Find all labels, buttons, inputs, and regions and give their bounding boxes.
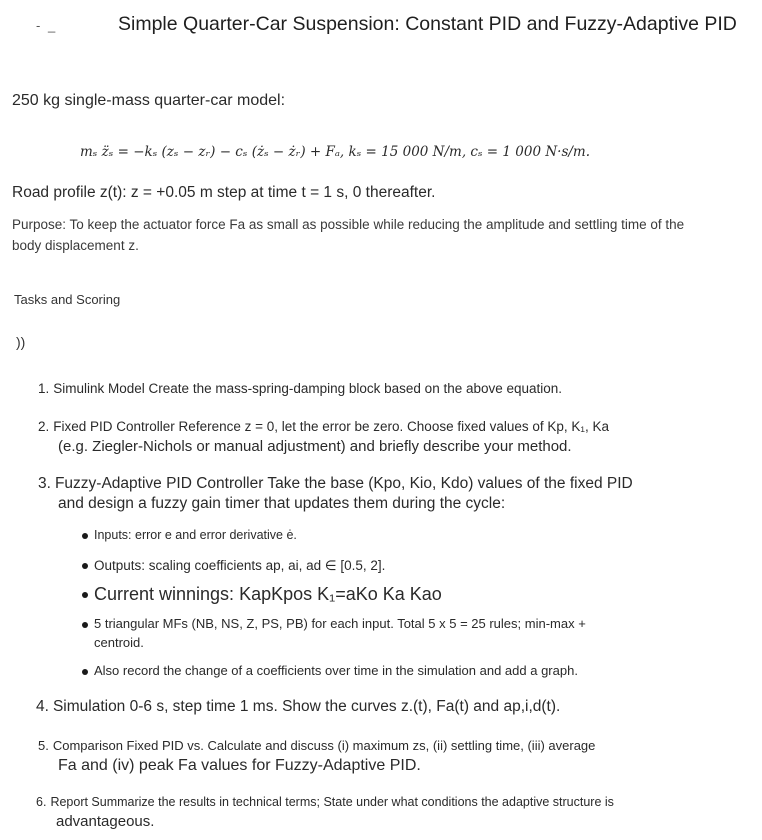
task-text: Report Summarize the results in technical terms; State under what conditions the adaptive structure is bbox=[50, 795, 614, 809]
tasks-heading: Tasks and Scoring bbox=[14, 292, 121, 307]
task-text-continued: and design a fuzzy gain timer that updates them during the cycle: bbox=[58, 495, 506, 512]
bullet-dot-icon bbox=[82, 669, 88, 675]
bullet-dot-icon bbox=[82, 533, 88, 539]
bullet-text: Also record the change of a coefficients over time in the simulation and add a graph. bbox=[94, 663, 578, 678]
bullet-item bbox=[82, 558, 742, 574]
task-text: Simulation 0-6 s, step time 1 ms. Show the curves z.(t), Fa(t) and ap,i,d(t). bbox=[52, 698, 561, 715]
task-number: 2. bbox=[38, 419, 50, 434]
task-text-continued: (e.g. Ziegler-Nichols or manual adjustment) and briefly describe your method. bbox=[58, 438, 572, 455]
bullet-item bbox=[82, 614, 742, 652]
paren-mark: )) bbox=[16, 334, 26, 350]
task-number: 3. bbox=[38, 475, 51, 492]
task-1 bbox=[38, 381, 748, 396]
bullet-text: Inputs: error e and error derivative ė. bbox=[94, 528, 297, 542]
bullet-dot-icon bbox=[82, 622, 88, 628]
title-dash: - _ bbox=[36, 18, 58, 33]
task-4 bbox=[36, 698, 746, 716]
purpose-text: Purpose: To keep the actuator force Fa as small as possible while reducing the amplitude and settling time of the body displacement z. bbox=[12, 217, 685, 253]
model-equation: mₛ z̈ₛ = −kₛ (zₛ − zᵣ) − cₛ (żₛ − żᵣ) + Fₐ, kₛ = 15 000 N/m, cₛ = 1 000 N·s/m. bbox=[80, 144, 591, 160]
road-profile: Road profile z(t): z = +0.05 m step at time t = 1 s, 0 thereafter. bbox=[12, 184, 436, 201]
bullet-dot-icon bbox=[82, 563, 88, 569]
task-5 bbox=[38, 736, 748, 776]
bullet-text: 5 triangular MFs (NB, NS, Z, PS, PB) for each input. Total 5 x 5 = 25 rules; min-max + bbox=[94, 616, 586, 631]
task-number: 1. bbox=[38, 381, 50, 396]
title-text: Simple Quarter-Car Suspension: Constant PID and Fuzzy-Adaptive PID bbox=[118, 13, 737, 35]
task-text: Fuzzy-Adaptive PID Controller Take the base (Kpo, Kio, Kdo) values of the fixed PID bbox=[54, 475, 633, 492]
task-text-continued: advantageous. bbox=[56, 813, 155, 830]
model-subtitle: 250 kg single-mass quarter-car model: bbox=[12, 92, 286, 109]
task-number: 4. bbox=[36, 698, 49, 715]
task-text: Simulink Model Create the mass-spring-damping block based on the above equation. bbox=[53, 381, 563, 396]
bullet-text: Current winnings: KapKpos K₁=aKo Ka Kao bbox=[94, 584, 442, 604]
document-title bbox=[12, 10, 742, 40]
task-number: 6. bbox=[36, 795, 47, 809]
task-text: Fixed PID Controller Reference z = 0, let the error be zero. Choose fixed values of Kp, K₁, Ka bbox=[53, 419, 609, 434]
bullet-text-continued: centroid. bbox=[94, 635, 144, 650]
task-text: Comparison Fixed PID vs. Calculate and discuss (i) maximum zs, (ii) settling time, (iii) average bbox=[52, 738, 596, 753]
task-3 bbox=[38, 474, 748, 514]
task-2 bbox=[38, 417, 748, 457]
task-6 bbox=[36, 792, 746, 832]
bullet-item bbox=[82, 584, 742, 605]
bullet-item bbox=[82, 663, 742, 678]
bullet-item bbox=[82, 528, 742, 542]
bullet-text: Outputs: scaling coefficients ap, ai, ad ∈ [0.5, 2]. bbox=[94, 558, 386, 573]
task-number: 5. bbox=[38, 738, 49, 753]
bullet-dot-icon bbox=[82, 592, 88, 598]
task-text-continued: Fa and (iv) peak Fa values for Fuzzy-Adaptive PID. bbox=[58, 757, 421, 774]
